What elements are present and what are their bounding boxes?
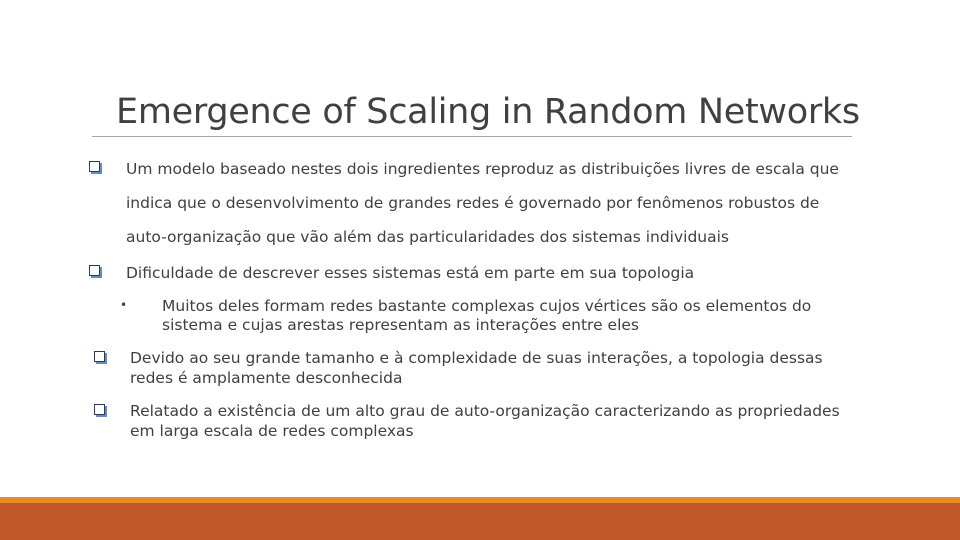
- bullet-4-line-2: em larga escala de redes complexas: [130, 422, 414, 440]
- slide-title: Emergence of Scaling in Random Networks: [116, 92, 860, 132]
- sub-bullet-line-1: Muitos deles formam redes bastante complexas cujos vértices são os elementos do: [162, 297, 812, 315]
- bullet-3-line-2: redes é amplamente desconhecida: [130, 369, 403, 387]
- bullet-1-line-2: indica que o desenvolvimento de grandes redes é governado por fenômenos robustos de: [126, 194, 820, 212]
- bullet-3-line-1: Devido ao seu grande tamanho e à complexidade de suas interações, a topologia dessas: [130, 349, 823, 367]
- sub-bullet-dot-icon: •: [120, 298, 128, 312]
- bullet-1-line-1: Um modelo baseado nestes dois ingredientes reproduz as distribuições livres de escala que: [126, 160, 839, 178]
- checkbox-square-icon: [94, 404, 105, 415]
- bottom-accent-band: [0, 503, 960, 540]
- bullet-2-line-1: Dificuldade de descrever esses sistemas está em parte em sua topologia: [126, 264, 695, 282]
- checkbox-square-icon: [94, 351, 105, 362]
- bullet-4-line-1: Relatado a existência de um alto grau de auto-organização caracterizando as propriedades: [130, 402, 840, 420]
- checkbox-square-icon: [89, 161, 100, 172]
- bullet-1-line-3: auto-organização que vão além das particularidades dos sistemas individuais: [126, 228, 730, 246]
- title-underline: [92, 136, 852, 137]
- checkbox-square-icon: [89, 265, 100, 276]
- sub-bullet-line-2: sistema e cujas arestas representam as interações entre eles: [162, 316, 639, 334]
